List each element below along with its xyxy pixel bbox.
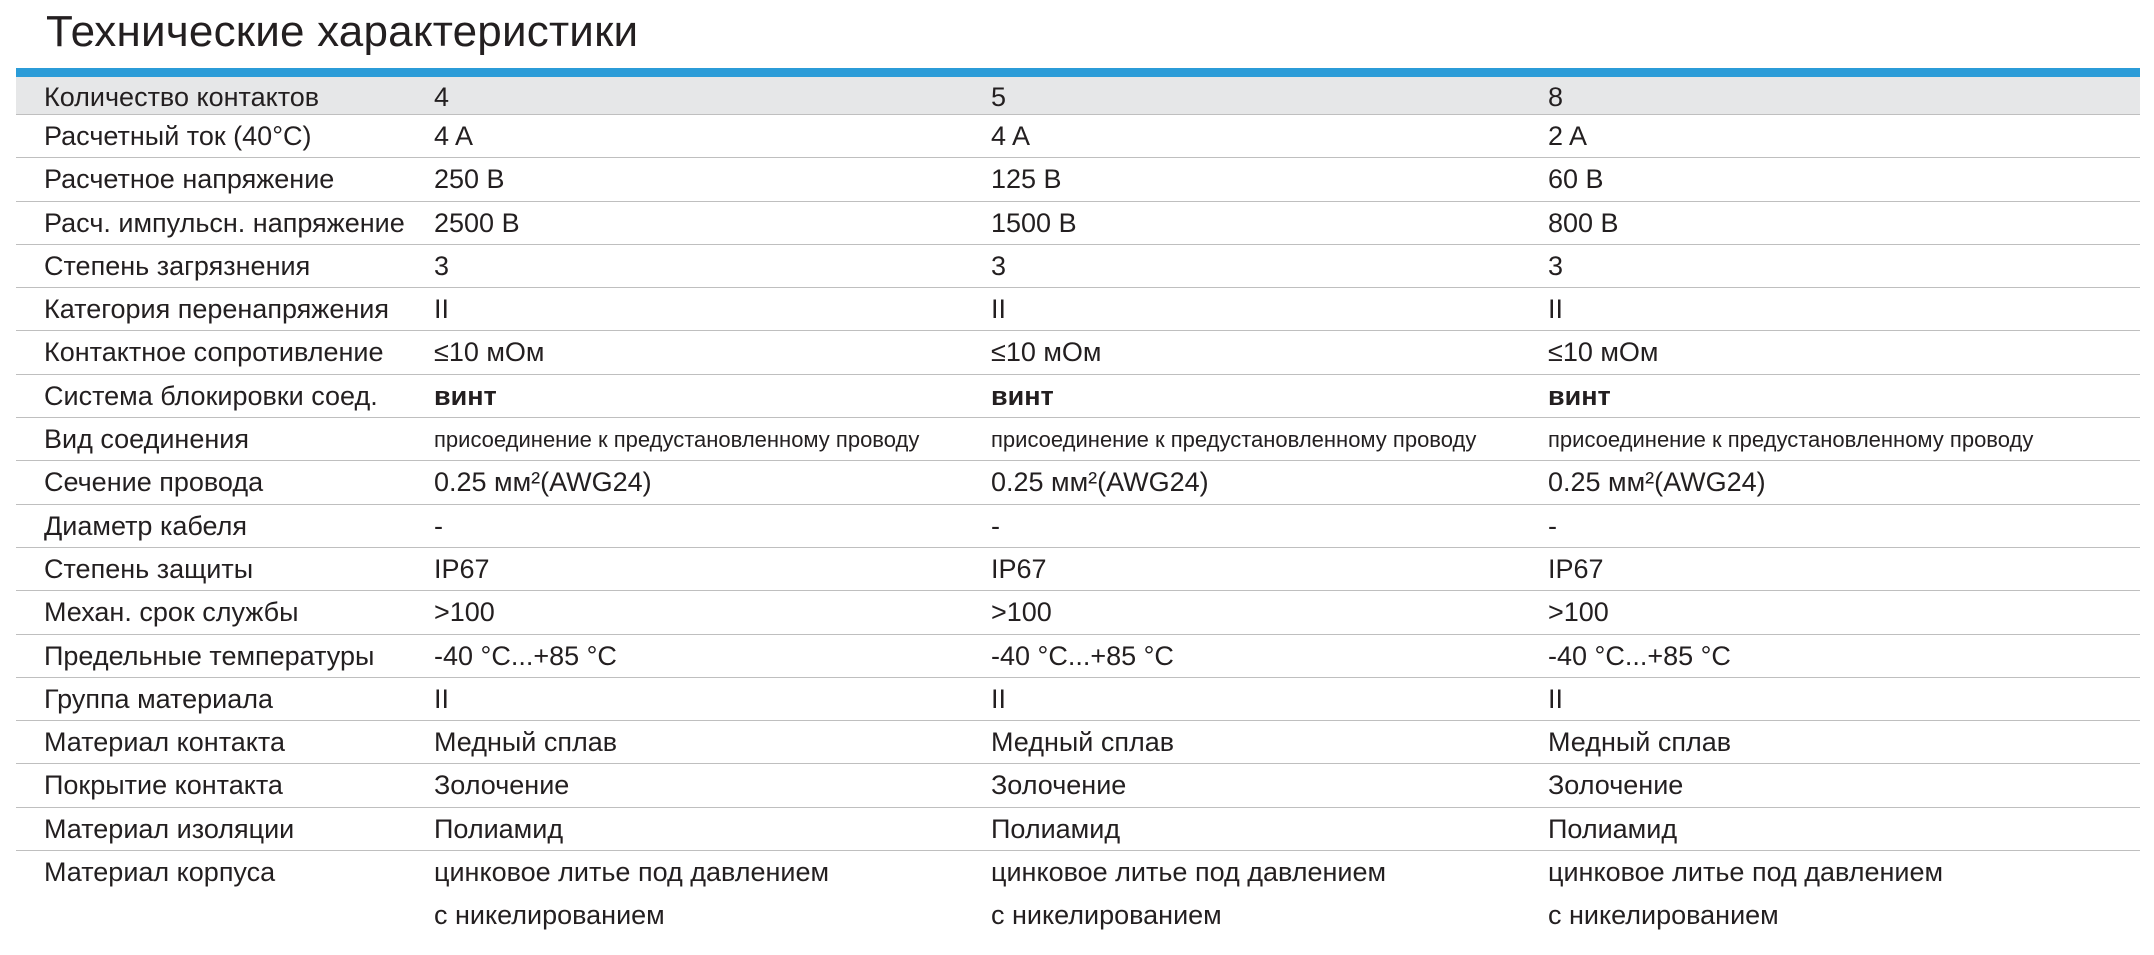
row-value-2: Полиамид: [991, 813, 1121, 844]
row-value-3: -40 °C...+85 °C: [1548, 640, 1731, 671]
row-value-2: >100: [991, 597, 1052, 628]
row-value-3: 800 В: [1548, 207, 1619, 238]
row-label: Категория перенапряжения: [44, 294, 389, 325]
table-row: [16, 461, 2140, 504]
row-label: Расчетное напряжение: [44, 164, 335, 195]
row-label: Диаметр кабеля: [44, 510, 248, 541]
row-value-3: Медный сплав: [1548, 727, 1732, 758]
table-row: [16, 548, 2140, 591]
row-label: Степень загрязнения: [44, 250, 311, 281]
row-value-1: 4 A: [434, 121, 474, 151]
row-value-3: -: [1548, 510, 1557, 541]
row-value-line: цинковое литье под давлением: [991, 857, 1387, 888]
row-value-2: [991, 851, 1386, 937]
row-label: Материал контакта: [44, 727, 285, 758]
table-row: [16, 721, 2140, 764]
row-value-1: [434, 851, 829, 937]
row-value-1: Медный сплав: [434, 727, 618, 758]
row-value-1: винт: [434, 380, 497, 411]
table-row: [16, 158, 2140, 201]
row-value-3: винт: [1548, 380, 1611, 411]
table-row: [16, 115, 2140, 158]
title-underline-bar: [16, 68, 2140, 77]
row-value-1: II: [434, 294, 450, 325]
row-label: Вид соединения: [44, 424, 249, 455]
header-value-2: 5: [991, 82, 1007, 112]
table-row: [16, 245, 2140, 288]
row-value-line: с никелированием: [991, 900, 1222, 931]
row-label: Механ. срок службы: [44, 597, 299, 628]
row-value-3: II: [1548, 294, 1564, 325]
row-value-2: 4 A: [991, 121, 1031, 151]
row-label: Сечение провода: [44, 467, 264, 498]
table-row: [16, 851, 2140, 937]
row-label: Предельные температуры: [44, 640, 375, 671]
row-value-1: 0.25 мм²(AWG24): [434, 467, 652, 498]
header-label: Количество контактов: [44, 82, 320, 112]
row-value-3: [1548, 851, 1943, 937]
row-value-2: II: [991, 294, 1007, 325]
row-value-2: присоединение к предустановленному проводу: [991, 427, 1477, 453]
page-title: Технические характеристики: [46, 7, 639, 56]
row-label: Группа материала: [44, 683, 274, 714]
row-value-1: ≤10 мОм: [434, 337, 545, 368]
row-value-1: -: [434, 510, 443, 541]
row-value-line: с никелированием: [1548, 900, 1779, 931]
row-value-1: 250 В: [434, 164, 505, 195]
row-label: Расч. импульсн. напряжение: [44, 207, 405, 238]
table-row: [16, 505, 2140, 548]
table-header-row: [16, 77, 2140, 115]
row-value-2: 0.25 мм²(AWG24): [991, 467, 1209, 498]
row-value-2: 1500 В: [991, 207, 1077, 238]
row-value-2: -: [991, 510, 1000, 541]
row-value-3: 2 A: [1548, 121, 1588, 151]
table-row: [16, 288, 2140, 331]
row-value-2: ≤10 мОм: [991, 337, 1102, 368]
header-value-1: 4: [434, 82, 450, 112]
table-row: [16, 591, 2140, 634]
row-value-1: присоединение к предустановленному проводу: [434, 427, 920, 453]
table-row: [16, 375, 2140, 418]
header-value-3: 8: [1548, 82, 1564, 112]
row-value-line: цинковое литье под давлением: [1548, 857, 1944, 888]
row-value-1: -40 °C...+85 °C: [434, 640, 617, 671]
row-value-2: IP67: [991, 553, 1047, 584]
row-value-2: Медный сплав: [991, 727, 1175, 758]
row-label: Система блокировки соед.: [44, 380, 378, 411]
row-value-3: II: [1548, 683, 1564, 714]
row-value-1: Золочение: [434, 770, 570, 801]
row-value-3: 3: [1548, 250, 1564, 281]
specifications-table: [16, 77, 2140, 937]
row-value-3: 0.25 мм²(AWG24): [1548, 467, 1766, 498]
table-row: [16, 678, 2140, 721]
row-value-3: Полиамид: [1548, 813, 1678, 844]
row-value-1: Полиамид: [434, 813, 564, 844]
row-value-3: присоединение к предустановленному проводу: [1548, 427, 2034, 453]
row-value-2: 125 В: [991, 164, 1062, 195]
row-value-2: 3: [991, 250, 1007, 281]
row-value-1: 2500 В: [434, 207, 520, 238]
table-row: [16, 331, 2140, 374]
row-label: Материал изоляции: [44, 813, 295, 844]
row-value-3: >100: [1548, 597, 1609, 628]
row-label: Степень защиты: [44, 553, 254, 584]
row-value-line: цинковое литье под давлением: [434, 857, 830, 888]
row-value-2: -40 °C...+85 °C: [991, 640, 1174, 671]
table-row: [16, 635, 2140, 678]
row-value-3: IP67: [1548, 553, 1604, 584]
row-value-1: 3: [434, 250, 450, 281]
table-row: [16, 764, 2140, 807]
table-row: [16, 418, 2140, 461]
row-value-1: IP67: [434, 553, 490, 584]
row-value-3: Золочение: [1548, 770, 1684, 801]
row-value-2: II: [991, 683, 1007, 714]
row-value-1: >100: [434, 597, 495, 628]
row-label: Расчетный ток (40°C): [44, 121, 312, 151]
row-value-2: Золочение: [991, 770, 1127, 801]
row-value-line: с никелированием: [434, 900, 665, 931]
row-value-3: 60 В: [1548, 164, 1604, 195]
row-label: Покрытие контакта: [44, 770, 283, 801]
row-value-3: ≤10 мОм: [1548, 337, 1659, 368]
table-row: [16, 202, 2140, 245]
row-value-1: II: [434, 683, 450, 714]
row-value-2: винт: [991, 380, 1054, 411]
table-row: [16, 808, 2140, 851]
row-label: Контактное сопротивление: [44, 337, 384, 368]
row-label: Материал корпуса: [44, 857, 276, 888]
